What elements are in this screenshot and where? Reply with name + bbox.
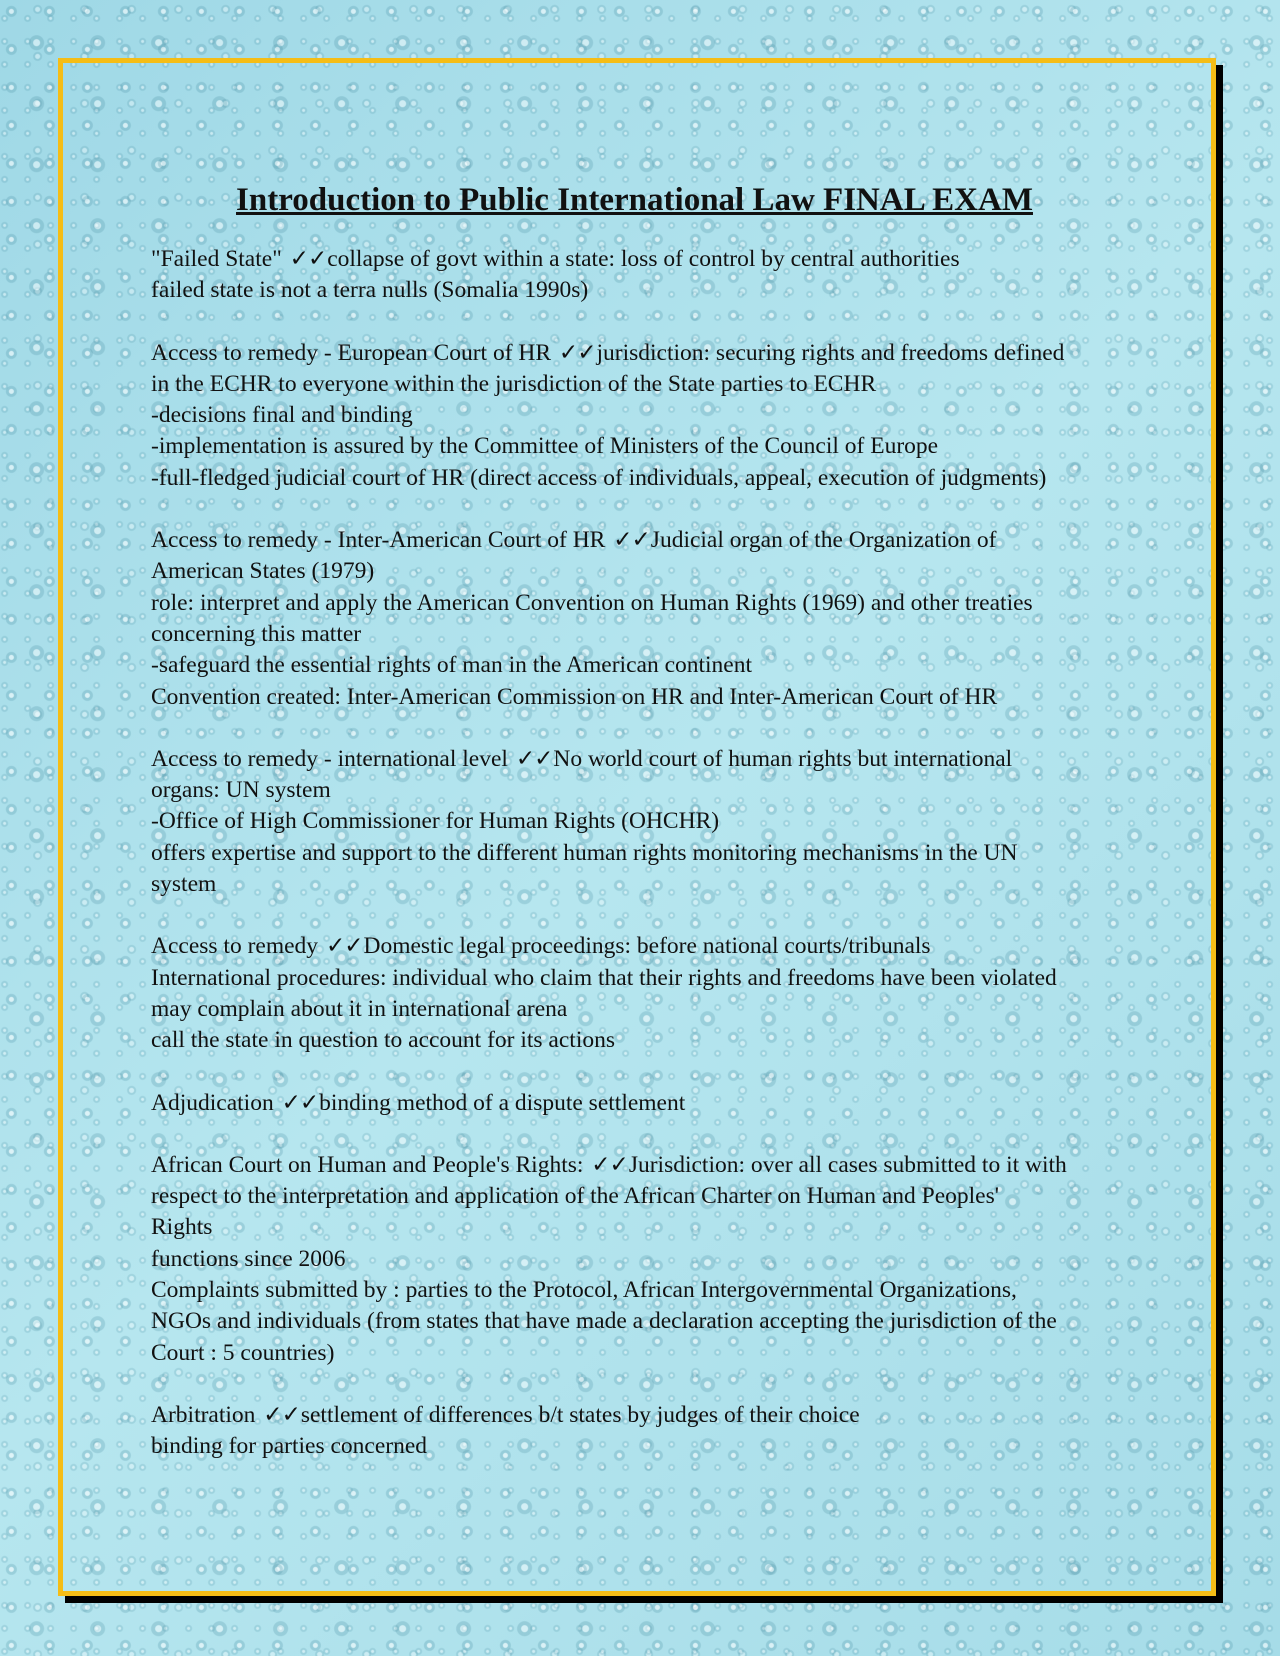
definition: Jurisdiction: over all cases submitted to it with	[628, 1151, 1067, 1178]
entry-line: Complaints submitted by : parties to the Protocol, African Intergovernmental Organizations,	[151, 1277, 1017, 1304]
entry-first-line	[151, 931, 1136, 962]
entry-first-line	[151, 1088, 1136, 1119]
double-check-icon: ✓✓	[591, 1151, 628, 1178]
double-check-icon: ✓✓	[281, 1089, 319, 1116]
entry-line: Rights	[151, 1214, 213, 1241]
entry-first-line	[151, 1150, 1136, 1181]
double-check-icon: ✓✓	[263, 1401, 300, 1428]
entry-line: respect to the interpretation and application of the African Charter on Human and Peoples'	[151, 1183, 999, 1210]
term: African Court on Human and People's Rights:	[151, 1151, 584, 1178]
entry-line: system	[151, 871, 217, 898]
entry-line: failed state is not a terra nulls (Somalia 1990s)	[151, 277, 589, 304]
term: Access to remedy - international level	[151, 745, 508, 772]
document-body	[151, 180, 1136, 1494]
double-check-icon: ✓✓	[325, 933, 363, 960]
definition: Domestic legal proceedings: before national courts/tribunals	[363, 933, 931, 960]
term: Arbitration	[151, 1401, 256, 1428]
entry-first-line	[151, 525, 1136, 556]
definition: Judicial organ of the Organization of	[650, 527, 997, 554]
definition: settlement of differences b/t states by judges of their choice	[300, 1401, 860, 1428]
entry-line: may complain about it in international arena	[151, 995, 568, 1022]
entry-line: binding for parties concerned	[151, 1433, 428, 1460]
entry-line: call the state in question to account for its actions	[151, 1027, 615, 1054]
entry-line: role: interpret and apply the American Convention on Human Rights (1969) and other treaties	[151, 589, 1033, 616]
entry-line: -Office of High Commissioner for Human Rights (OHCHR)	[151, 808, 720, 835]
entry-line: Convention created: Inter-American Commission on HR and Inter-American Court of HR	[151, 683, 998, 710]
term: Access to remedy - European Court of HR	[151, 339, 552, 366]
double-check-icon: ✓✓	[558, 339, 596, 366]
definition: collapse of govt within a state: loss of control by central authorities	[327, 246, 960, 272]
entry-line: in the ECHR to everyone within the jurisdiction of the State parties to ECHR	[151, 370, 877, 397]
entry-line: functions since 2006	[151, 1245, 346, 1272]
entry-african-court	[151, 1150, 1136, 1369]
definition: binding method of a dispute settlement	[319, 1089, 686, 1116]
term: Adjudication	[151, 1089, 274, 1116]
entry-inter-american-court	[151, 525, 1136, 713]
double-check-icon: ✓✓	[515, 745, 553, 772]
entry-international-level	[151, 744, 1136, 900]
entry-european-court	[151, 338, 1136, 494]
entry-arbitration	[151, 1400, 1136, 1463]
entry-adjudication	[151, 1088, 1136, 1119]
definition: jurisdiction: securing rights and freedoms defined	[596, 339, 1065, 366]
entry-first-line	[151, 744, 1136, 775]
entry-line: concerning this matter	[151, 620, 362, 647]
entry-line: organs: UN system	[151, 777, 331, 804]
entry-first-line	[151, 1400, 1136, 1431]
entry-access-to-remedy	[151, 931, 1136, 1056]
entry-failed-state	[151, 244, 1136, 307]
page-title: Introduction to Public International Law FINAL EXAM	[236, 182, 1033, 218]
entry-line: -decisions final and binding	[151, 402, 413, 429]
entry-line: American States (1979)	[151, 558, 375, 585]
entry-line: offers expertise and support to the different human rights monitoring mechanisms in the UN	[151, 839, 1018, 866]
entry-first-line	[151, 338, 1136, 369]
entry-first-line	[151, 244, 1136, 275]
entry-line: International procedures: individual who claim that their rights and freedoms have been violated	[151, 964, 1057, 991]
entry-line: -safeguard the essential rights of man in the American continent	[151, 652, 753, 679]
double-check-icon: ✓✓	[613, 527, 650, 554]
entry-line: NGOs and individuals (from states that have made a declaration accepting the jurisdiction of the	[151, 1308, 1057, 1335]
entry-line: -full-fledged judicial court of HR (direct access of individuals, appeal, execution of judgments)	[151, 464, 1047, 491]
definition: No world court of human rights but international	[553, 745, 1013, 772]
entry-line: -implementation is assured by the Committee of Ministers of the Council of Europe	[151, 433, 939, 460]
double-check-icon: ✓✓	[289, 246, 327, 272]
term: Access to remedy	[151, 933, 319, 960]
term: Access to remedy - Inter-American Court of HR	[151, 527, 606, 554]
entry-line: Court : 5 countries)	[151, 1339, 335, 1366]
term: "Failed State"	[151, 246, 282, 272]
